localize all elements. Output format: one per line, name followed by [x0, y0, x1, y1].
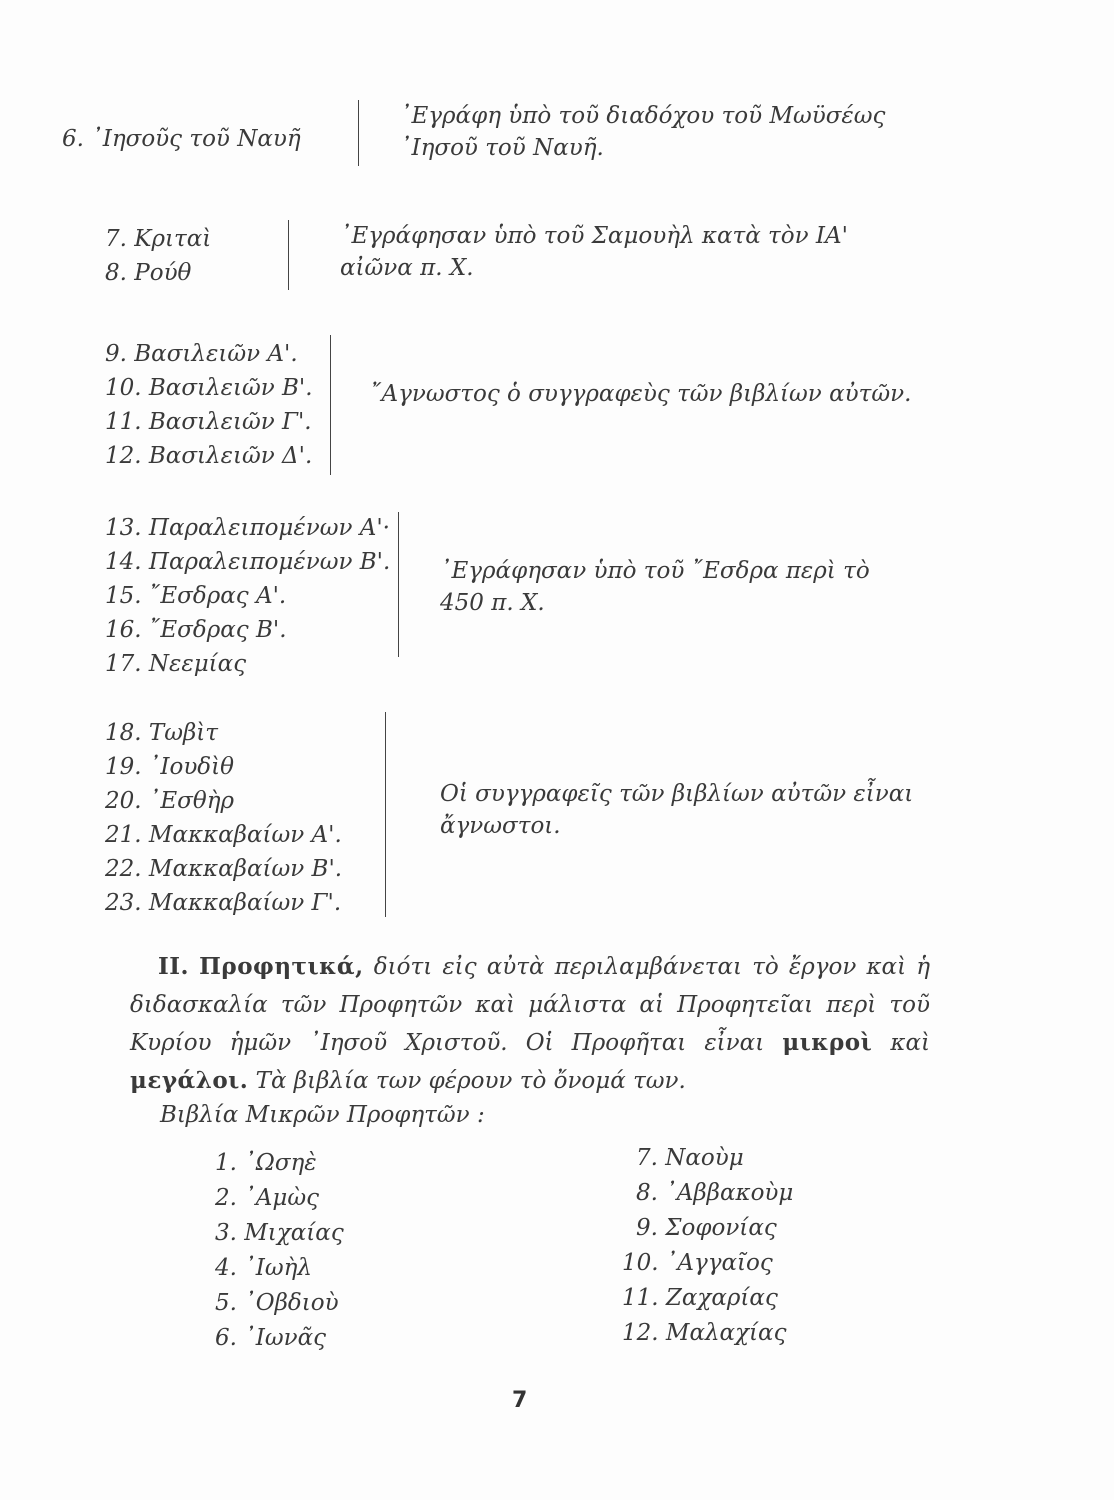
- group-description: [440, 778, 913, 842]
- section-term: Προφητικά,: [199, 953, 364, 980]
- prophet-item: 2. ᾿Αμὼς: [215, 1185, 319, 1211]
- page-number: 7: [512, 1388, 528, 1413]
- book-item: 16. ῎Εσδρας Β'.: [105, 617, 287, 643]
- description-line: ᾿Εγράφησαν ὑπὸ τοῦ Σαμουὴλ κατὰ τὸν ΙΑ': [340, 223, 848, 249]
- prophet-item: 10. ᾿Αγγαῖος: [622, 1250, 773, 1276]
- description-line: Οἱ συγγραφεῖς τῶν βιβλίων αὐτῶν εἶναι: [440, 781, 914, 807]
- prophet-item: 6. ᾿Ιωνᾶς: [215, 1325, 326, 1351]
- description-line: 450 π. Χ.: [440, 590, 545, 617]
- description-line: ῎Αγνωστος ὁ συγγραφεὺς τῶν βιβλίων αὐτῶν.: [370, 381, 912, 407]
- prophet-item: 12. Μαλαχίας: [622, 1320, 787, 1346]
- book-item: 20. ᾿Εσθὴρ: [105, 788, 235, 814]
- paragraph-text: Τὰ βιβλία των φέρουν τὸ ὄνομά των.: [248, 1068, 686, 1094]
- brace: [398, 512, 399, 657]
- group-description: [440, 555, 870, 619]
- brace: [385, 712, 386, 917]
- book-item: 12. Βασιλειῶν Δ'.: [105, 443, 313, 469]
- book-item: 10. Βασιλειῶν Β'.: [105, 375, 313, 401]
- bold-term: μικροὶ: [782, 1029, 873, 1056]
- prophet-item: 8. ᾿Αββακοὺμ: [636, 1180, 794, 1206]
- book-item: 8. Ρούθ: [105, 260, 192, 286]
- group-description: [340, 220, 848, 284]
- book-item: 9. Βασιλειῶν Α'.: [105, 341, 298, 367]
- paragraph-text: διότι εἰς αὐτὰ περιλαμβάνεται τὸ ἔργον καὶ ἡ διδασκαλία τῶν Προφητῶν καὶ μάλιστα αἱ Προφητεῖαι περὶ τοῦ Κυρίου ἡμῶν ᾿Ιησοῦ Χριστοῦ. Οἱ Προφῆται εἶναι: [130, 954, 931, 1056]
- brace: [358, 100, 359, 166]
- description-line: ᾿Εγράφησαν ὑπὸ τοῦ ῎Εσδρα περὶ τὸ: [440, 558, 870, 584]
- prophet-item: 11. Ζαχαρίας: [622, 1285, 778, 1311]
- book-item: 22. Μακκαβαίων Β'.: [105, 856, 343, 882]
- minor-prophets-heading: Βιβλία Μικρῶν Προφητῶν :: [160, 1102, 485, 1128]
- group-description: [370, 378, 911, 410]
- book-item: 17. Νεεμίας: [105, 651, 247, 677]
- prophet-item: 3. Μιχαίας: [215, 1220, 344, 1246]
- book-item: 19. ᾿Ιουδὶθ: [105, 754, 235, 780]
- book-item: 14. Παραλειπομένων Β'.: [105, 549, 391, 575]
- book-item: 13. Παραλειπομένων Α'·: [105, 515, 390, 541]
- book-item: 21. Μακκαβαίων Α'.: [105, 822, 342, 848]
- prophet-item: 7. Ναοὺμ: [636, 1145, 744, 1171]
- prophet-item: 9. Σοφονίας: [636, 1215, 777, 1241]
- paragraph-text: καὶ: [872, 1030, 930, 1056]
- group-description: [400, 100, 885, 164]
- bold-term: μεγάλοι.: [130, 1067, 249, 1094]
- section-paragraph: [130, 948, 930, 1100]
- description-line: ἄγνωστοι.: [440, 813, 561, 840]
- book-item: 15. ῎Εσδρας Α'.: [105, 583, 287, 609]
- brace: [288, 220, 289, 290]
- prophet-item: 4. ᾿Ιωὴλ: [215, 1255, 312, 1281]
- description-line: ᾿Ιησοῦ τοῦ Ναυῆ.: [400, 135, 604, 162]
- book-item: 18. Τωβὶτ: [105, 720, 219, 746]
- prophet-item: 5. ᾿Οβδιοὺ: [215, 1290, 339, 1316]
- brace: [330, 335, 331, 475]
- book-item: 23. Μακκαβαίων Γ'.: [105, 890, 342, 916]
- section-number: II.: [158, 953, 190, 980]
- description-line: αἰῶνα π. Χ.: [340, 255, 474, 282]
- description-line: ᾿Εγράφη ὑπὸ τοῦ διαδόχου τοῦ Μωϋσέως: [400, 103, 886, 129]
- book-item: 7. Κριταὶ: [105, 226, 212, 252]
- book-item: 6. ᾿Ιησοῦς τοῦ Ναυῆ: [62, 126, 301, 152]
- prophet-item: 1. ᾿Ωσηὲ: [215, 1150, 317, 1176]
- book-item: 11. Βασιλειῶν Γ'.: [105, 409, 312, 435]
